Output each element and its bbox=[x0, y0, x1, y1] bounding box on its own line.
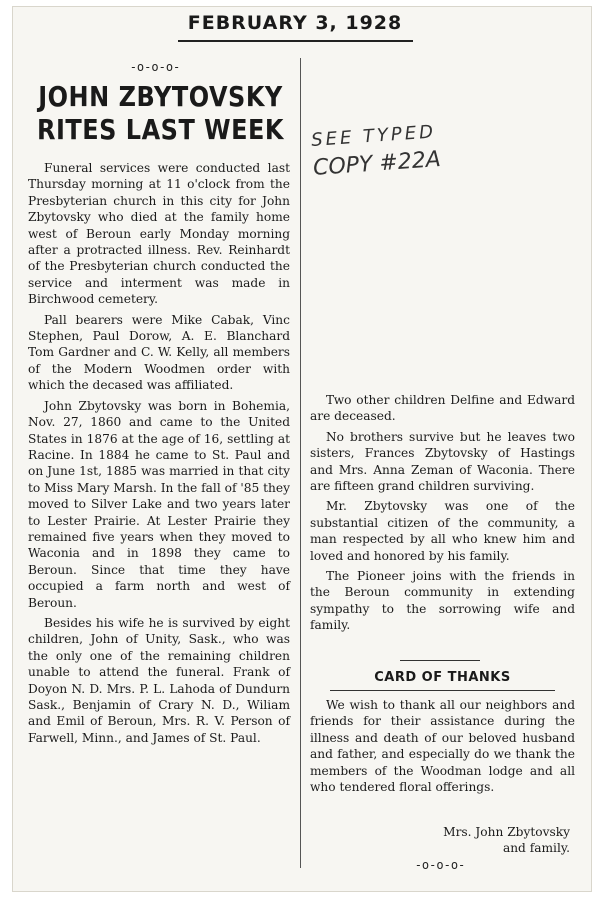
paragraph-biography: John Zbytovsky was born in Bohemia, Nov. 27, 1860 and came to the United States in 1876 at the age of 16, settling at Racine. In 1884 he came to St. Paul and on June 1st, 1885 was married in that city to Miss Mary Marsh. In the fall of '85 they moved to Silver Lake and two years later to Lester Prairie. At Lester Prairie they remained five years when they moved to Waconia and in 1898 they came to Beroun. Since that time they have occupied a farm north and west of Beroun. bbox=[28, 398, 290, 610]
ornament-top: -o-o-o- bbox=[129, 60, 181, 74]
card-of-thanks-body bbox=[310, 697, 575, 799]
left-column bbox=[28, 160, 290, 750]
ornament-bottom: -o-o-o- bbox=[414, 858, 466, 872]
paragraph-character: Mr. Zbytovsky was one of the substantial citizen of the community, a man respected by all who knew him and loved and honored by his family. bbox=[310, 499, 575, 563]
handwritten-note-line-2: COPY #22A bbox=[312, 147, 442, 181]
paragraph-sympathy: The Pioneer joins with the friends in the Beroun community in extending sympathy to the sorrowing wife and family. bbox=[310, 569, 575, 633]
signature bbox=[390, 824, 570, 857]
card-of-thanks-rule bbox=[330, 690, 555, 691]
dateline: FEBRUARY 3, 1928 bbox=[187, 12, 403, 34]
card-of-thanks-rule-top bbox=[400, 660, 480, 661]
card-of-thanks-title: CARD OF THANKS bbox=[374, 670, 511, 685]
paragraph-survivors: Besides his wife he is survived by eight children, John of Unity, Sask., who was the only one of the remaining children unable to attend the funeral. Frank of Doyon N. D. Mrs. P. L. Lahoda of Dundurn Sask., Benjamin of Crary N. D., Wiliam and Emil of Beroun, Mrs. R. V. Person of Farwell, Minn., and James of St. Paul. bbox=[28, 615, 290, 745]
headline-line-1: JOHN ZBYTOVSKY bbox=[38, 80, 283, 114]
column-divider bbox=[300, 58, 301, 868]
paragraph-deceased-children: Two other children Delfine and Edward are deceased. bbox=[310, 393, 575, 424]
signature-line-2: and family. bbox=[502, 841, 570, 856]
right-column bbox=[310, 392, 575, 638]
signature-line-1: Mrs. John Zbytovsky bbox=[443, 825, 570, 839]
dateline-rule bbox=[178, 40, 413, 42]
paragraph-thanks: We wish to thank all our neighbors and friends for their assistance during the illness and death of our beloved husband and father, and especially do we thank the members of the Woodman lodge and all who tendered floral offerings. bbox=[310, 698, 575, 795]
headline-line-2: RITES LAST WEEK bbox=[36, 113, 285, 147]
handwritten-note-line-1: SEE TYPED bbox=[310, 121, 437, 151]
paragraph-pall-bearers: Pall bearers were Mike Cabak, Vinc Stephen, Paul Dorow, A. E. Blanchard Tom Gardner and C. W. Kelly, all members of the Modern Woodmen order with which the decased was affiliated. bbox=[28, 312, 290, 393]
paragraph-sisters: No brothers survive but he leaves two sisters, Frances Zbytovsky of Hastings and Mrs. Anna Zeman of Waconia. There are fifteen grand children surviving. bbox=[310, 429, 575, 494]
paragraph-funeral: Funeral services were conducted last Thursday morning at 11 o'clock from the Presbyterian church in this city for John Zbytovsky who died at the family home west of Beroun early Monday morning after a protracted illness. Rev. Reinhardt of the Presbyterian church conducted the service and interment was made in Birchwood cemetery. bbox=[28, 161, 290, 307]
